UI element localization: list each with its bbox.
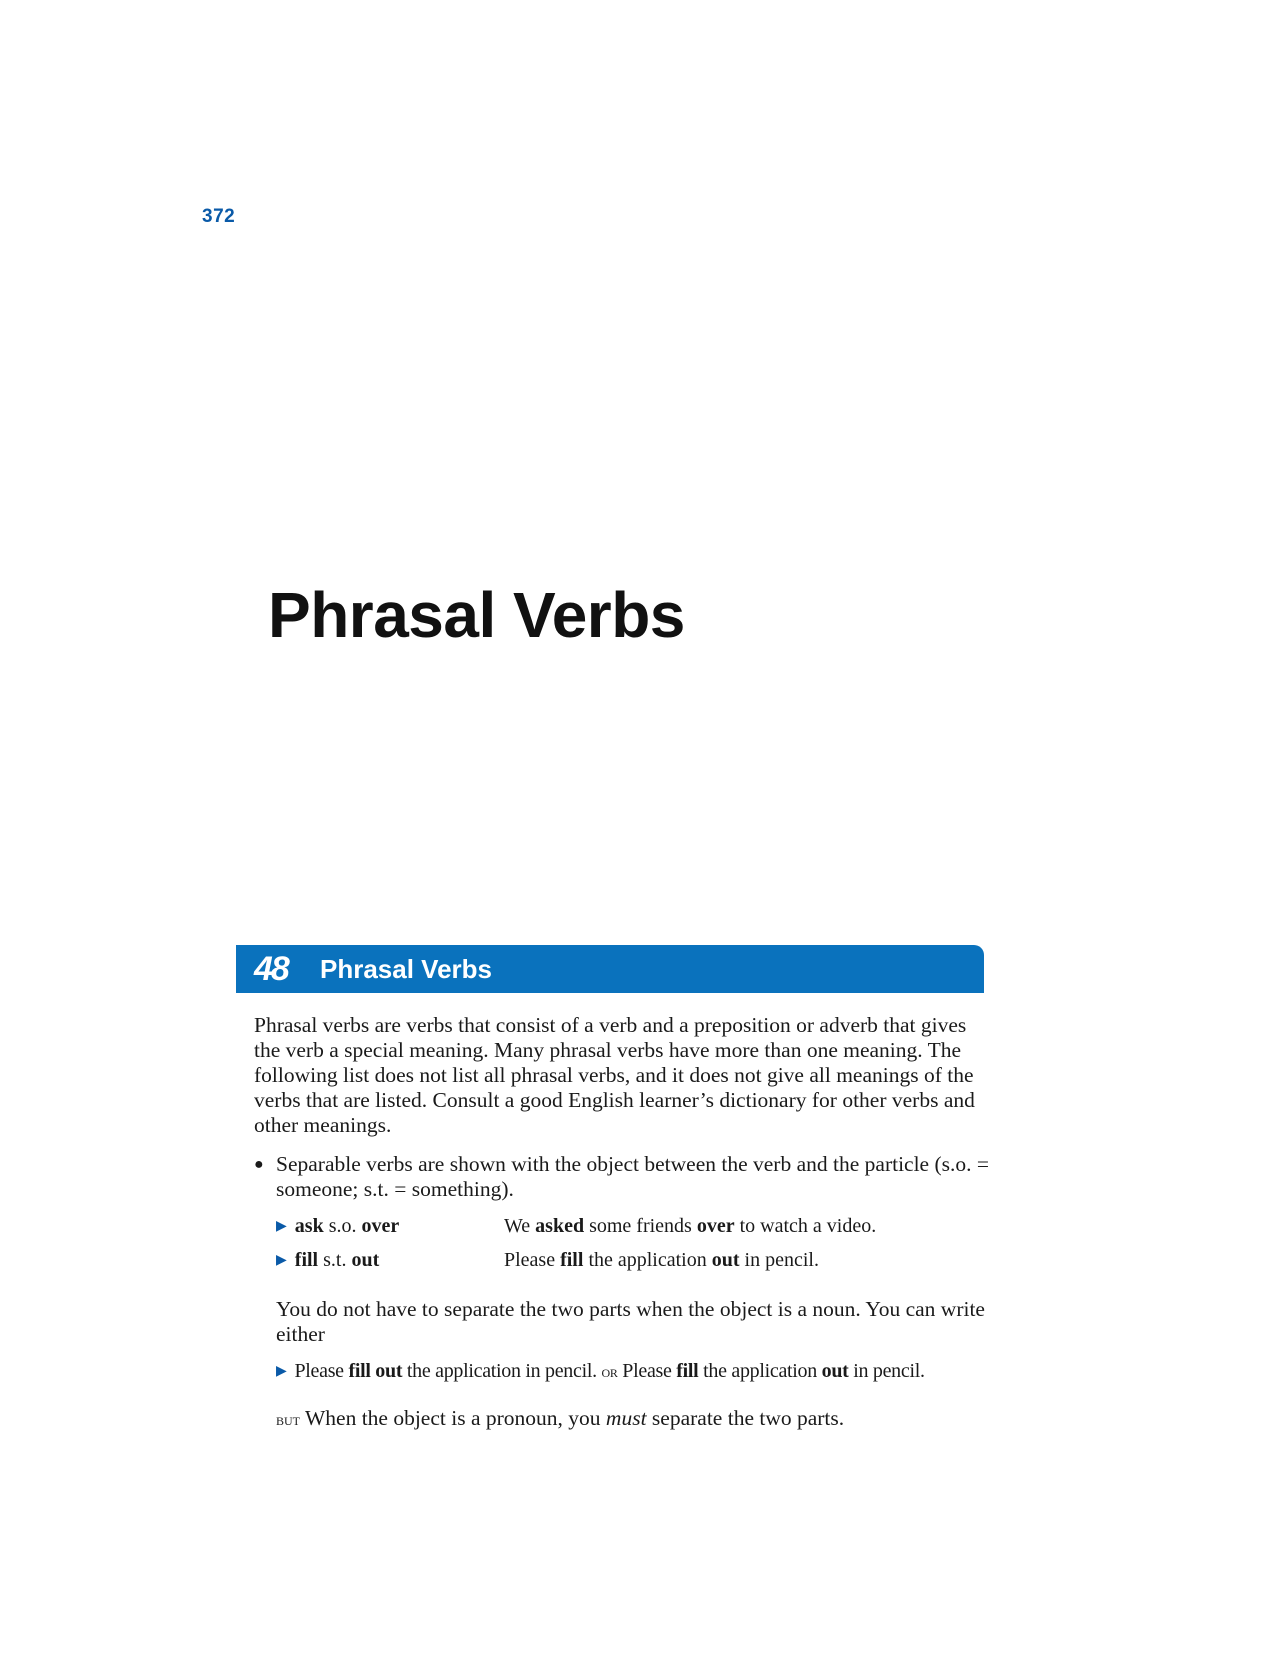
- example-term: ▶ fill s.t. out: [276, 1249, 380, 1271]
- examples-block: [254, 1214, 994, 1432]
- triangle-marker-icon: ▶: [276, 1364, 287, 1379]
- example-row: [276, 1214, 994, 1241]
- chapter-title: Phrasal Verbs: [320, 953, 492, 984]
- example-term: ▶ ask s.o. over: [276, 1215, 400, 1237]
- example-sentence: We asked some friends over to watch a video.: [504, 1215, 877, 1237]
- chapter-header-bar: [236, 945, 984, 993]
- chapter-number: 48: [254, 949, 288, 988]
- page-number: 372: [202, 206, 236, 227]
- intro-paragraph: Phrasal verbs are verbs that consist of a verb and a preposition or adverb that gives the verb a special meaning. Many phrasal verbs have more than one meaning. The following list does not list all phrasal verbs, and it does not give all meanings of the verbs that are listed. Consult a good English learner’s dictionary for other verbs and other meanings.: [254, 1013, 975, 1137]
- noun-object-paragraph: You do not have to separate the two parts when the object is a noun. You can write either: [276, 1297, 985, 1346]
- bullet-point: [254, 1152, 994, 1202]
- example-sentence: Please fill the application out in pencil.: [504, 1249, 819, 1271]
- pronoun-rule-paragraph: but When the object is a pronoun, you must separate the two parts.: [276, 1406, 845, 1430]
- example-row: [276, 1248, 994, 1275]
- bullet-dot-icon: ●: [254, 1156, 264, 1173]
- triangle-marker-icon: ▶: [276, 1253, 287, 1268]
- single-example: ▶ Please fill out the application in pencil. or Please fill the application out in pencil.: [276, 1360, 925, 1382]
- bullet-text: Separable verbs are shown with the object between the verb and the particle (s.o. = someone; s.t. = something).: [276, 1152, 990, 1201]
- chapter-body: [254, 1013, 994, 1432]
- triangle-marker-icon: ▶: [276, 1219, 287, 1234]
- part-title: Phrasal Verbs: [268, 579, 685, 651]
